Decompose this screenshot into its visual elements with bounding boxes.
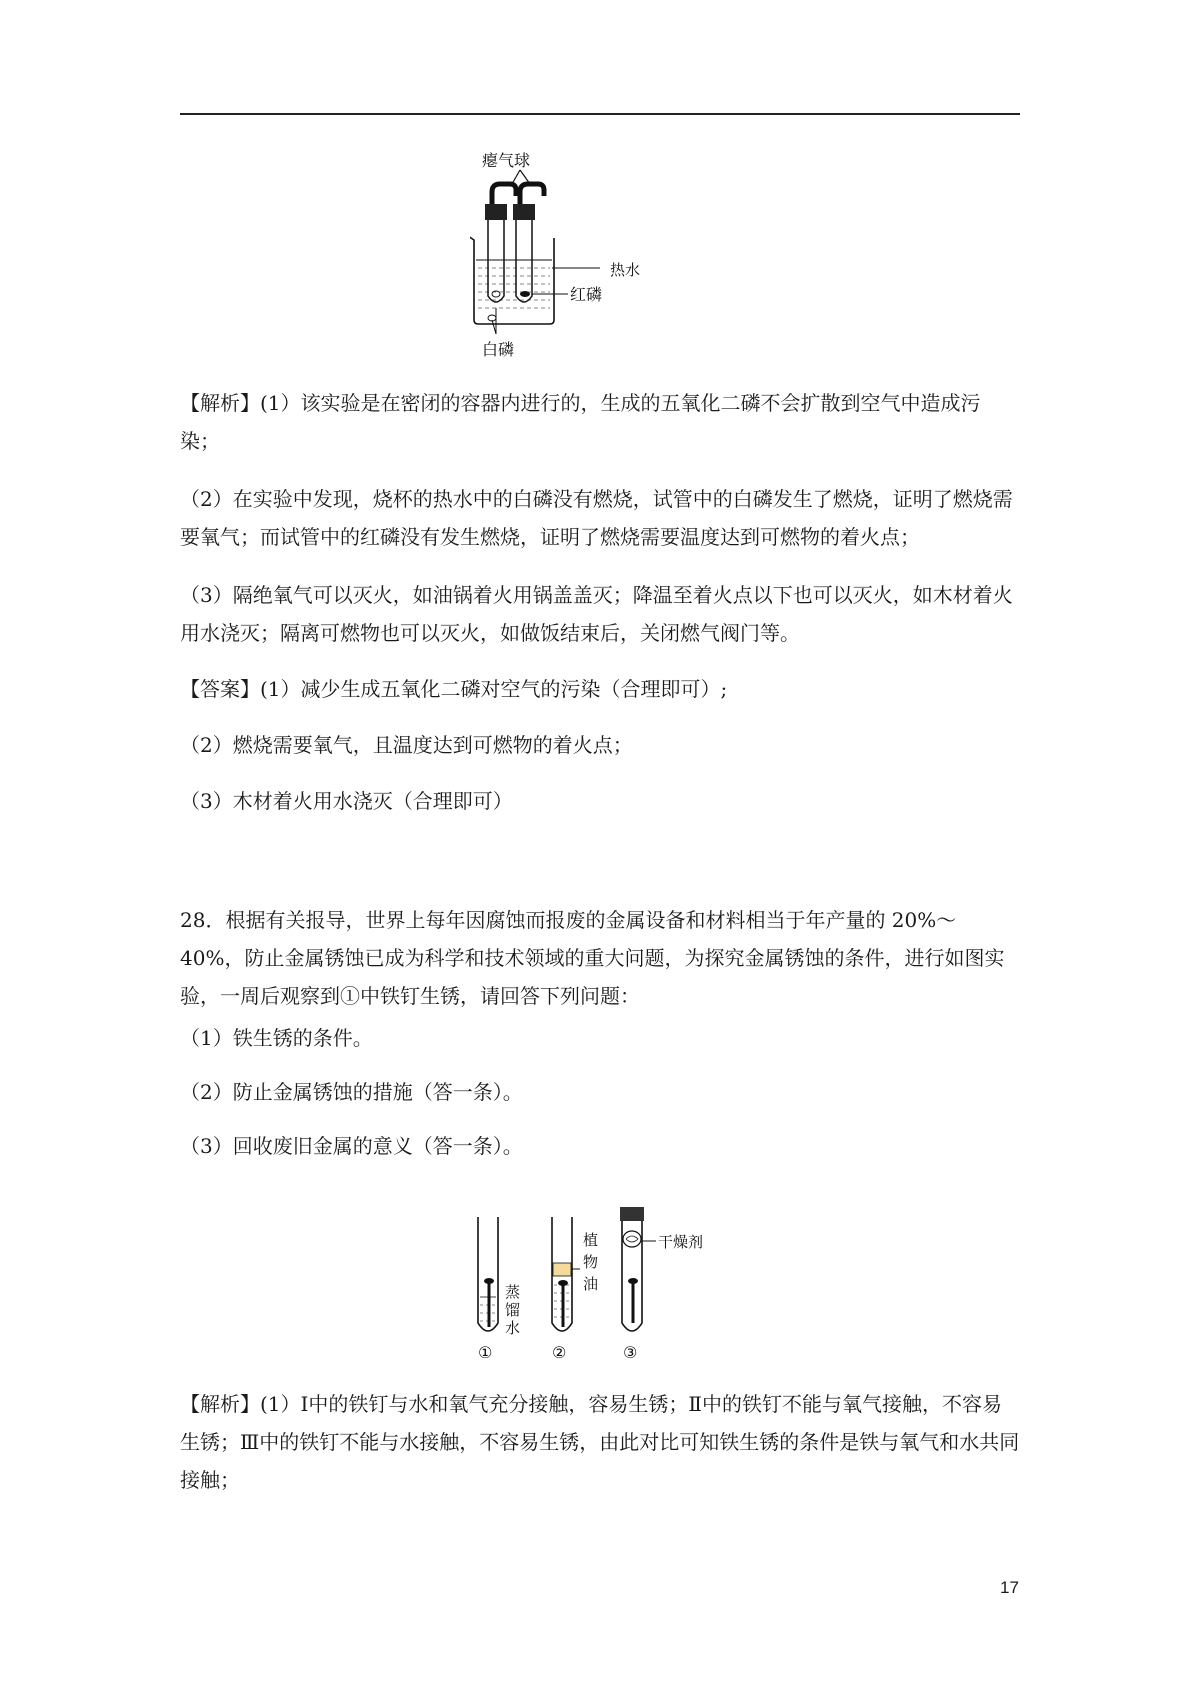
analysis-1-paragraph-3: （3）隔绝氧气可以灭火，如油锅着火用锅盖盖灭；降温至着火点以下也可以灭火，如木材着火用水浇灭；隔离可燃物也可以灭火，如做饭结束后，关闭燃气阀门等。 bbox=[180, 583, 1013, 645]
question-28-part-3: （3）回收废旧金属的意义（答一条）。 bbox=[180, 1134, 523, 1158]
question-28-part-2: （2）防止金属锈蚀的措施（答一条）。 bbox=[180, 1080, 523, 1104]
balloon-label: 瘪气球 bbox=[482, 151, 531, 170]
analysis-1-paragraph-2: （2）在实验中发现，烧杯的热水中的白磷没有燃烧，试管中的白磷发生了燃烧，证明了燃烧需要氧气；而试管中的红磷没有发生燃烧，证明了燃烧需要温度达到可燃物的着火点； bbox=[180, 487, 1013, 549]
plant-oil-label-3: 油 bbox=[583, 1275, 599, 1293]
hot-water-label: 热水 bbox=[610, 261, 641, 279]
rust-experiment-figure bbox=[430, 1205, 760, 1365]
tube-2-label: ② bbox=[552, 1343, 567, 1362]
question-28-stem: 28．根据有关报导，世界上每年因腐蚀而报废的金属设备和材料相当于年产量的 20%～40%，防止金属锈蚀已成为科学和技术领域的重大问题，为探究金属锈蚀的条件，进行如图实验，一周后观察到①中铁钉生锈，请回答下列问题： bbox=[180, 908, 1005, 1008]
distilled-water-label-1: 蒸 bbox=[505, 1283, 521, 1301]
plant-oil-label-1: 植 bbox=[583, 1231, 599, 1249]
page-number: 17 bbox=[1000, 1578, 1019, 1597]
red-phosphorus-label: 红磷 bbox=[570, 285, 603, 304]
question-28-part-1: （1）铁生锈的条件。 bbox=[180, 1026, 373, 1050]
distilled-water-label-3: 水 bbox=[505, 1319, 521, 1337]
distilled-water-label-2: 馏 bbox=[505, 1301, 521, 1319]
answer-1-line-1: 【答案】(1）减少生成五氧化二磷对空气的污染（合理即可）; bbox=[180, 677, 728, 701]
desiccant-label: 干燥剂 bbox=[658, 1233, 704, 1251]
tube-3-label: ③ bbox=[623, 1343, 638, 1362]
tube-1-label: ① bbox=[478, 1343, 493, 1362]
analysis-2-paragraph-1: 【解析】(1）Ⅰ中的铁钉与水和氧气充分接触，容易生锈；Ⅱ中的铁钉不能与氧气接触，不容易生锈；Ⅲ中的铁钉不能与水接触，不容易生锈，由此对比可知铁生锈的条件是铁与氧气和水共同接触； bbox=[180, 1392, 1020, 1492]
answer-1-line-3: （3）木材着火用水浇灭（合理即可） bbox=[180, 789, 513, 813]
white-phosphorus-label: 白磷 bbox=[482, 340, 515, 359]
answer-1-line-2: （2）燃烧需要氧气，且温度达到可燃物的着火点； bbox=[180, 733, 633, 757]
analysis-1-paragraph-1: 【解析】(1）该实验是在密闭的容器内进行的，生成的五氧化二磷不会扩散到空气中造成污染； bbox=[180, 391, 981, 453]
header-rule bbox=[180, 113, 1020, 115]
combustion-apparatus-figure bbox=[470, 148, 720, 363]
plant-oil-label-2: 物 bbox=[583, 1253, 599, 1271]
